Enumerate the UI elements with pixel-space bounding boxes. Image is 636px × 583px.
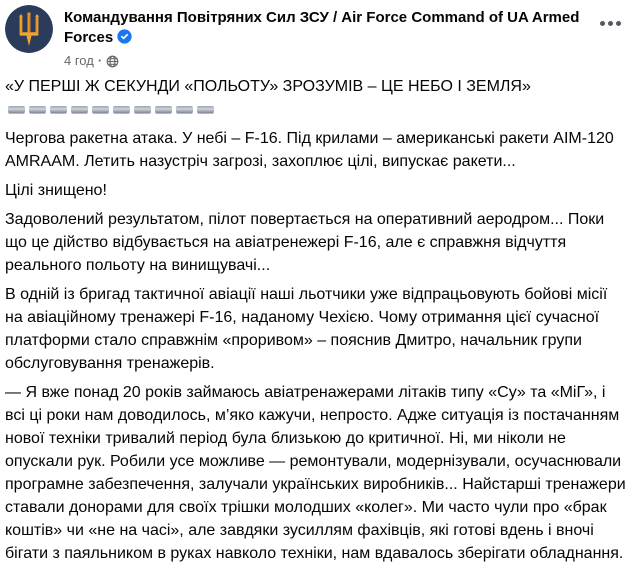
post-paragraph: В одній із бригад тактичної авіації наші льотчики уже відпрацьовують бойові місії на авіаційному тренажері F-16, наданому Чехією. Чому отримання цієї сучасної платформи стало справжнім «проривом» – пояснив Дмитро, начальник групи обслуговування тренажерів. (5, 286, 608, 372)
more-options-button[interactable] (594, 12, 626, 34)
trident-emblem-icon (5, 5, 53, 53)
minus-emoji (197, 106, 214, 113)
minus-emoji (8, 106, 25, 113)
minus-emoji (113, 106, 130, 113)
ellipsis-dot (616, 21, 621, 26)
minus-emoji (92, 106, 109, 113)
post-paragraph: Чергова ракетна атака. У небі – F-16. Під крилами – американські ракети AIM-120 AMRAAM. Летить назустріч загрозі, захоплює цілі, випускає ракети... (5, 130, 614, 170)
post-paragraph: — Я вже понад 20 років займаюсь авіатренажерами літаків типу «Су» та «МіГ», і всі ці роки нам доводилось, м’яко кажучи, непросто. Адже ситуація із постачанням нової техніки тривалий період була близькою до критичної. Ні, ми ніколи не опускали рук. Робили усе можливе — ремонтували, модернізували, осучаснювали програмне забезпечення, залучали українських виробників... Найстарші тренажери ставали донорами для своїх трішки молодших «колег». Ми часто чули про «брак коштів» чи «не на часі», але завдяки зусиллям фахівців, які готові вдень і вночі бігати з паяльником в руках навколо техніки, нам вдавалось зберігати обладнання. (5, 384, 626, 562)
meta-separator: · (97, 53, 103, 68)
post-timestamp[interactable]: 4 год (64, 53, 94, 68)
post-meta-row (64, 53, 584, 69)
post-title-line: «У ПЕРШІ Ж СЕКУНДИ «ПОЛЬОТУ» ЗРОЗУМІВ – ЦЕ НЕБО І ЗЕМЛЯ» (5, 78, 531, 95)
minus-emoji (29, 106, 46, 113)
post-header (0, 0, 636, 69)
ellipsis-dot (600, 21, 605, 26)
minus-emoji-divider (5, 98, 628, 121)
page-avatar[interactable] (5, 5, 53, 53)
post-paragraphs (5, 127, 628, 565)
post-content (0, 75, 636, 565)
header-meta (64, 5, 584, 69)
minus-emoji (155, 106, 172, 113)
minus-emoji (71, 106, 88, 113)
minus-emoji (176, 106, 193, 113)
verified-badge-icon (117, 29, 132, 50)
ellipsis-dot (608, 21, 613, 26)
minus-emoji (134, 106, 151, 113)
post-paragraph: Цілі знищено! (5, 182, 107, 199)
post-paragraph: Задоволений результатом, пілот повертається на оперативний аеродром... Поки що це дійство відбувається на авіатренежері F-16, але є справжня відчуття реального польоту на винищувачі... (5, 211, 605, 274)
page-name-link[interactable] (64, 8, 584, 50)
globe-privacy-icon (106, 55, 119, 68)
minus-emoji (50, 106, 67, 113)
page-name: Командування Повітряних Сил ЗСУ / Air Force Command of UA Armed Forces (64, 9, 580, 46)
